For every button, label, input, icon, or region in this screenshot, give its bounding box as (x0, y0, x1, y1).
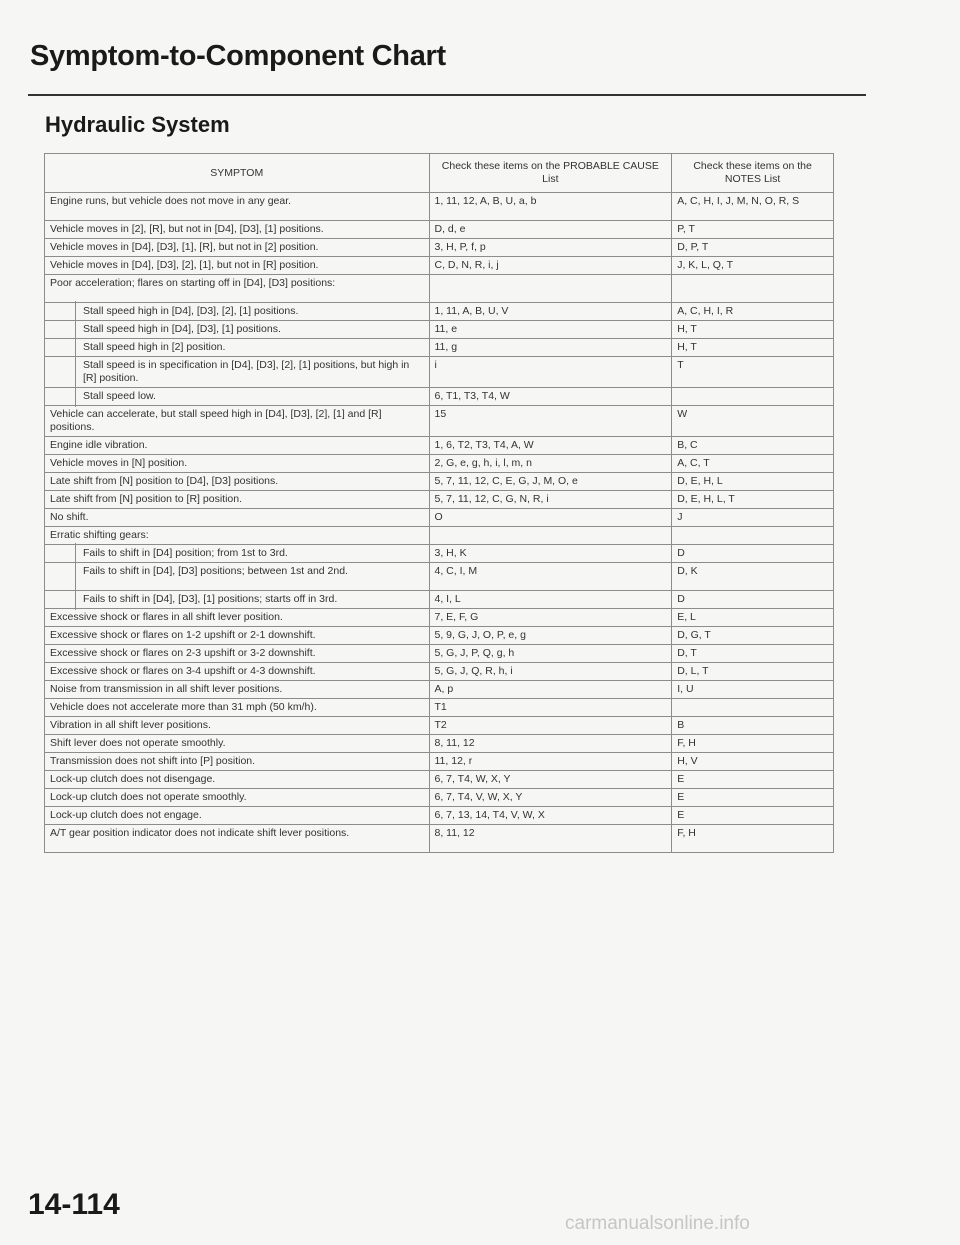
notes-cell: D, E, H, L (672, 473, 834, 491)
symptom-cell: Lock-up clutch does not engage. (45, 807, 430, 825)
notes-cell: I, U (672, 681, 834, 699)
symptom-cell: Vehicle moves in [2], [R], but not in [D4], [D3], [1] positions. (45, 221, 430, 239)
table-row (45, 825, 834, 853)
cause-cell: 6, 7, T4, W, X, Y (429, 771, 672, 789)
notes-cell: A, C, H, I, R (672, 303, 834, 321)
notes-cell: F, H (672, 825, 834, 853)
header-notes: Check these items on the NOTES List (672, 154, 834, 193)
symptom-cell: Noise from transmission in all shift lever positions. (45, 681, 430, 699)
table-row (45, 527, 834, 545)
notes-cell: D, L, T (672, 663, 834, 681)
cause-cell: 4, C, I, M (429, 563, 672, 591)
cause-cell: D, d, e (429, 221, 672, 239)
cause-cell: 11, e (429, 321, 672, 339)
table-row (45, 807, 834, 825)
notes-cell (672, 275, 834, 303)
table-row (45, 473, 834, 491)
cause-cell: 1, 11, 12, A, B, U, a, b (429, 193, 672, 221)
cause-cell (429, 527, 672, 545)
cause-cell: 1, 6, T2, T3, T4, A, W (429, 437, 672, 455)
page-number: 14-114 (28, 1188, 120, 1221)
symptom-cell: Shift lever does not operate smoothly. (45, 735, 430, 753)
table-row (45, 717, 834, 735)
symptom-cell: Transmission does not shift into [P] position. (45, 753, 430, 771)
watermark: carmanualsonline.info (565, 1213, 750, 1234)
notes-cell: A, C, H, I, J, M, N, O, R, S (672, 193, 834, 221)
cause-cell: C, D, N, R, i, j (429, 257, 672, 275)
symptom-table (44, 153, 834, 853)
notes-cell: H, T (672, 339, 834, 357)
cause-cell: 2, G, e, g, h, i, l, m, n (429, 455, 672, 473)
notes-cell (672, 699, 834, 717)
cause-cell: 5, 7, 11, 12, C, E, G, J, M, O, e (429, 473, 672, 491)
symptom-cell: Vibration in all shift lever positions. (45, 717, 430, 735)
table-row (45, 645, 834, 663)
symptom-cell: Excessive shock or flares on 3-4 upshift or 4-3 downshift. (45, 663, 430, 681)
symptom-cell: Excessive shock or flares on 2-3 upshift or 3-2 downshift. (45, 645, 430, 663)
cause-cell: 1, 11, A, B, U, V (429, 303, 672, 321)
section-title: Hydraulic System (45, 112, 230, 137)
symptom-cell: Engine idle vibration. (45, 437, 430, 455)
table-row (45, 455, 834, 473)
symptom-cell: Late shift from [N] position to [D4], [D3] positions. (45, 473, 430, 491)
notes-cell: F, H (672, 735, 834, 753)
symptom-cell: Vehicle moves in [D4], [D3], [2], [1], but not in [R] position. (45, 257, 430, 275)
table-row (45, 406, 834, 437)
notes-cell: H, V (672, 753, 834, 771)
notes-cell: E (672, 771, 834, 789)
table-row (45, 591, 834, 609)
cause-cell: 6, 7, 13, 14, T4, V, W, X (429, 807, 672, 825)
notes-cell: J (672, 509, 834, 527)
cause-cell: A, p (429, 681, 672, 699)
cause-cell: 5, 7, 11, 12, C, G, N, R, i (429, 491, 672, 509)
notes-cell: D (672, 545, 834, 563)
symptom-cell: Excessive shock or flares on 1-2 upshift or 2-1 downshift. (45, 627, 430, 645)
notes-cell (672, 388, 834, 406)
symptom-cell: Vehicle moves in [N] position. (45, 455, 430, 473)
symptom-cell: Erratic shifting gears: (45, 527, 430, 545)
notes-cell: D, E, H, L, T (672, 491, 834, 509)
table-row (45, 663, 834, 681)
symptom-cell: Stall speed high in [2] position. (45, 339, 430, 357)
header-symptom: SYMPTOM (45, 154, 430, 193)
symptom-cell: No shift. (45, 509, 430, 527)
notes-cell: B (672, 717, 834, 735)
table-row (45, 491, 834, 509)
cause-cell: 8, 11, 12 (429, 825, 672, 853)
symptom-cell: Stall speed high in [D4], [D3], [1] positions. (45, 321, 430, 339)
cause-cell: 6, 7, T4, V, W, X, Y (429, 789, 672, 807)
table-row (45, 275, 834, 303)
symptom-cell: Engine runs, but vehicle does not move in any gear. (45, 193, 430, 221)
table-row (45, 545, 834, 563)
symptom-cell: A/T gear position indicator does not indicate shift lever positions. (45, 825, 430, 853)
notes-cell: E, L (672, 609, 834, 627)
table-row (45, 753, 834, 771)
table-row (45, 357, 834, 388)
notes-cell: E (672, 807, 834, 825)
table-row (45, 681, 834, 699)
notes-cell: D, G, T (672, 627, 834, 645)
notes-cell: D, K (672, 563, 834, 591)
cause-cell: 5, 9, G, J, O, P, e, g (429, 627, 672, 645)
symptom-cell: Stall speed is in specification in [D4], [D3], [2], [1] positions, but high in [R] position. (45, 357, 430, 388)
table-row (45, 221, 834, 239)
notes-cell: J, K, L, Q, T (672, 257, 834, 275)
symptom-cell: Vehicle moves in [D4], [D3], [1], [R], but not in [2] position. (45, 239, 430, 257)
table-row (45, 321, 834, 339)
symptom-cell: Lock-up clutch does not disengage. (45, 771, 430, 789)
symptom-cell: Fails to shift in [D4], [D3], [1] positions; starts off in 3rd. (45, 591, 430, 609)
table-body (45, 193, 834, 853)
table-row (45, 627, 834, 645)
symptom-cell: Lock-up clutch does not operate smoothly. (45, 789, 430, 807)
symptom-cell: Fails to shift in [D4] position; from 1st to 3rd. (45, 545, 430, 563)
notes-cell: D, P, T (672, 239, 834, 257)
table-row (45, 437, 834, 455)
table-row (45, 339, 834, 357)
symptom-cell: Fails to shift in [D4], [D3] positions; between 1st and 2nd. (45, 563, 430, 591)
table-row (45, 303, 834, 321)
cause-cell: 3, H, P, f, p (429, 239, 672, 257)
symptom-cell: Excessive shock or flares in all shift lever position. (45, 609, 430, 627)
table-row (45, 735, 834, 753)
table-row (45, 563, 834, 591)
symptom-cell: Stall speed low. (45, 388, 430, 406)
table-row (45, 509, 834, 527)
cause-cell: 5, G, J, P, Q, g, h (429, 645, 672, 663)
cause-cell: O (429, 509, 672, 527)
notes-cell: W (672, 406, 834, 437)
table-row (45, 771, 834, 789)
table-header-row (45, 154, 834, 193)
notes-cell: H, T (672, 321, 834, 339)
cause-cell: T2 (429, 717, 672, 735)
cause-cell: 6, T1, T3, T4, W (429, 388, 672, 406)
cause-cell: T1 (429, 699, 672, 717)
symptom-cell: Stall speed high in [D4], [D3], [2], [1] positions. (45, 303, 430, 321)
notes-cell (672, 527, 834, 545)
table-row (45, 789, 834, 807)
table-row (45, 239, 834, 257)
cause-cell: 7, E, F, G (429, 609, 672, 627)
table-row (45, 609, 834, 627)
cause-cell: 4, I, L (429, 591, 672, 609)
cause-cell: i (429, 357, 672, 388)
notes-cell: P, T (672, 221, 834, 239)
notes-cell: D, T (672, 645, 834, 663)
table-row (45, 699, 834, 717)
cause-cell: 5, G, J, Q, R, h, i (429, 663, 672, 681)
symptom-cell: Late shift from [N] position to [R] position. (45, 491, 430, 509)
table-row (45, 388, 834, 406)
table-row (45, 257, 834, 275)
cause-cell: 11, 12, r (429, 753, 672, 771)
notes-cell: A, C, T (672, 455, 834, 473)
symptom-cell: Poor acceleration; flares on starting off in [D4], [D3] positions: (45, 275, 430, 303)
notes-cell: B, C (672, 437, 834, 455)
notes-cell: D (672, 591, 834, 609)
notes-cell: T (672, 357, 834, 388)
symptom-cell: Vehicle can accelerate, but stall speed high in [D4], [D3], [2], [1] and [R] positions. (45, 406, 430, 437)
cause-cell: 8, 11, 12 (429, 735, 672, 753)
notes-cell: E (672, 789, 834, 807)
cause-cell: 3, H, K (429, 545, 672, 563)
table-row (45, 193, 834, 221)
page-title: Symptom-to-Component Chart (30, 40, 446, 72)
title-divider (28, 94, 866, 96)
header-probable-cause: Check these items on the PROBABLE CAUSE List (429, 154, 672, 193)
cause-cell: 15 (429, 406, 672, 437)
cause-cell (429, 275, 672, 303)
symptom-cell: Vehicle does not accelerate more than 31 mph (50 km/h). (45, 699, 430, 717)
cause-cell: 11, g (429, 339, 672, 357)
